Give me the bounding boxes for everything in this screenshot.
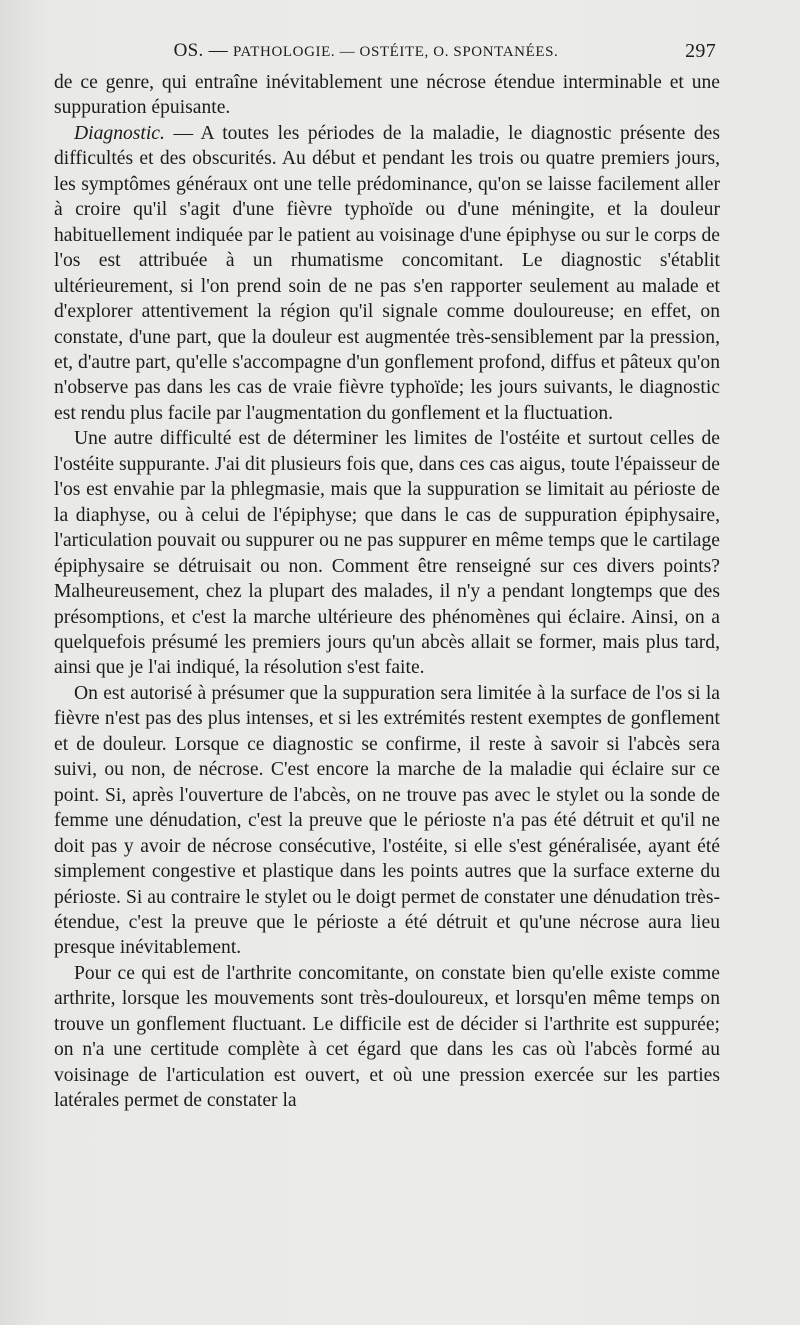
running-title-prefix: OS. —: [173, 40, 233, 61]
paragraph-3: Une autre difficulté est de déterminer les limites de l'ostéite et surtout celles de l'ostéite suppurante. J'ai dit plusieurs fois que, dans ces cas aigus, toute l'épaisseur de l'os est envahie par la phlegmasie, mais que la suppuration se limitait au périoste de la diaphyse, ou à celui de l'épiphyse; que dans le cas de suppuration épiphysaire, l'articulation pouvait ou suppurer ou ne pas suppurer en même temps que le cartilage épiphysaire se détruisait ou non. Comment être renseigné sur ces divers points? Malheureusement, chez la plupart des malades, il n'y a pendant longtemps que des présomptions, et c'est la marche ultérieure des phénomènes qui éclaire. Ainsi, on a quelquefois présumé les premiers jours qu'un abcès allait se former, mais plus tard, ainsi que je l'ai indiqué, la résolution s'est faite.: [54, 428, 720, 679]
running-head: [54, 40, 718, 66]
paragraph-2: [54, 121, 720, 426]
paragraph-1: de ce genre, qui entraîne inévitablement une nécrose étendue interminable et une suppuration épuisante.: [54, 72, 720, 119]
section-heading-diagnostic: Diagnostic.: [74, 122, 165, 144]
paragraph-5: Pour ce qui est de l'arthrite concomitante, on constate bien qu'elle existe comme arthrite, lorsque les mouvements sont très-douloureux, et lorsqu'en même temps on trouve un gonflement fluctuant. Le difficile est de décider si l'arthrite est suppurée; on n'a une certitude complète à cet égard que dans les cas où l'abcès formé au voisinage de l'articulation est ouvert, et où une pression exercée sur les parties latérales permet de constater la: [54, 962, 720, 1112]
paragraph-2-text: — A toutes les périodes de la maladie, le diagnostic présente des difficultés et des obscurités. Au début et pendant les trois ou quatre premiers jours, les symptômes généraux ont une telle prédominance, qu'on se laisse facilement aller à croire qu'il s'agit d'une fièvre typhoïde ou d'une méningite, et la douleur habituellement indiquée par le patient au voisinage d'une épiphyse ou sur le corps de l'os est attribuée à un rhumatisme concomitant. Le diagnostic s'établit ultérieurement, si l'on prend soin de ne pas s'en rapporter seulement au malade et d'explorer attentivement la région qu'il signale comme douloureuse; en effet, on constate, d'une part, que la douleur est augmentée très-sensiblement par la pression, et, d'autre part, qu'elle s'accompagne d'un gonflement profond, diffus et pâteux qu'on n'observe pas dans les cas de vraie fièvre typhoïde; les jours suivants, le diagnostic est rendu plus facile par l'augmentation du gonflement et la fluctuation.: [54, 122, 720, 424]
running-title-main: PATHOLOGIE. — OSTÉITE, O. SPONTANÉES.: [232, 44, 559, 60]
paragraph-4: On est autorisé à présumer que la suppuration sera limitée à la surface de l'os si la fièvre n'est pas des plus intenses, et si les extrémités restent exemptes de gonflement et de douleur. Lorsque ce diagnostic se confirme, il reste à savoir si l'abcès sera suivi, ou non, de nécrose. C'est encore la marche de la maladie qui éclaire sur ce point. Si, après l'ouverture de l'abcès, on ne trouve pas avec le stylet ou la sonde de femme une dénudation, c'est la preuve que le périoste n'a pas été détruit et qu'il ne doit pas y avoir de nécrose consécutive, l'ostéite, si elle s'est généralisée, ayant été simplement congestive et plastique dans les points autres que la surface externe du périoste. Si au contraire le stylet ou le doigt permet de constater une dénudation très-étendue, c'est la preuve que le périoste a été détruit et qu'une nécrose aura lieu presque inévitablement.: [54, 682, 720, 959]
running-title: [54, 40, 718, 62]
page-number: 297: [685, 40, 716, 62]
body-text: [54, 70, 720, 1114]
